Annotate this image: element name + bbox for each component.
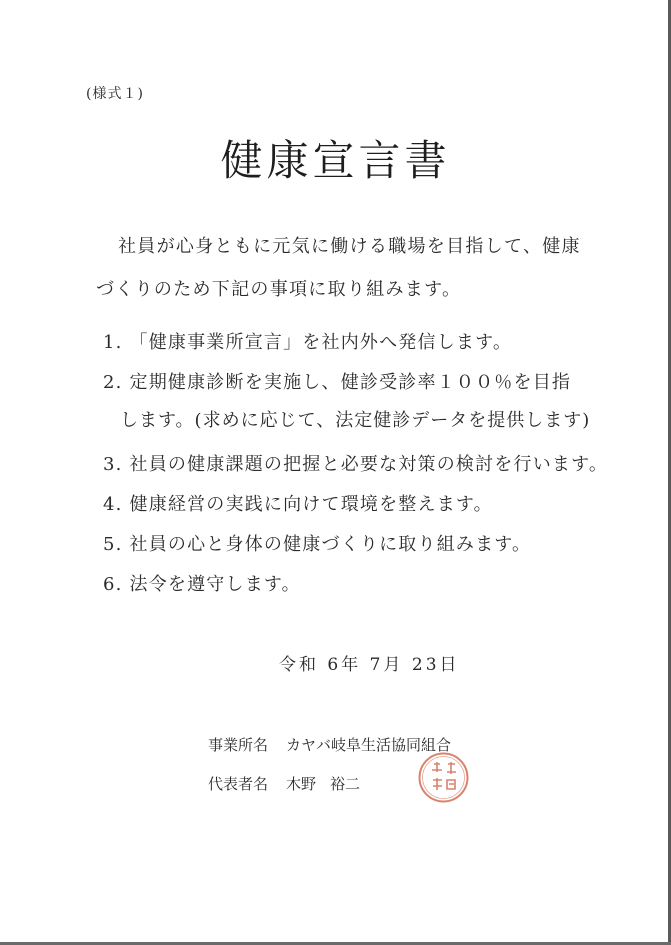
representative-label: 代表者名	[208, 775, 269, 793]
list-item	[103, 368, 571, 394]
item-number: 6.	[103, 574, 123, 595]
organization-name: カヤバ岐阜生活協同組合	[286, 736, 452, 754]
intro-paragraph	[96, 225, 596, 311]
intro-line: づくりのため下記の事項に取り組みます。	[96, 279, 462, 300]
list-item	[103, 328, 512, 354]
item-number: 2.	[103, 372, 123, 393]
date-month: 7月	[369, 655, 404, 675]
list-item	[103, 570, 301, 596]
declaration-date	[279, 650, 460, 675]
item-text: 「健康事業所宣言」を社内外へ発信します。	[129, 332, 513, 353]
item-number: 4.	[103, 494, 123, 515]
list-item-continuation: します。(求めに応じて、法定健診データを提供します)	[120, 410, 591, 431]
date-day: 23日	[411, 655, 460, 675]
date-era: 令和	[279, 655, 319, 675]
item-text: 社員の心と身体の健康づくりに取り組みます。	[129, 534, 532, 555]
list-item	[103, 490, 493, 516]
organization-label: 事業所名	[208, 736, 269, 754]
seal-stamp-icon	[416, 750, 471, 805]
item-text: 社員の健康課題の把握と必要な対策の検討を行います。	[129, 454, 609, 475]
list-item	[103, 530, 531, 556]
form-label: (様式１)	[86, 86, 144, 102]
item-number: 5.	[103, 534, 123, 555]
item-text: 健康経営の実践に向けて環境を整えます。	[129, 494, 493, 515]
document-title: 健康宣言書	[220, 136, 451, 185]
item-number: 3.	[103, 454, 123, 475]
date-year: 6年	[327, 655, 362, 675]
list-item	[103, 450, 608, 476]
representative-row	[208, 773, 360, 794]
representative-family-name: 木野	[286, 775, 317, 793]
item-text: 定期健康診断を実施し、健診受診率１００％を目指	[129, 372, 572, 393]
item-number: 1.	[103, 332, 123, 353]
intro-line: 社員が心身ともに元気に働ける職場を目指して、健康	[118, 236, 581, 257]
item-text: 法令を遵守します。	[129, 574, 301, 595]
organization-row	[208, 734, 451, 755]
representative-given-name: 裕二	[330, 775, 361, 793]
